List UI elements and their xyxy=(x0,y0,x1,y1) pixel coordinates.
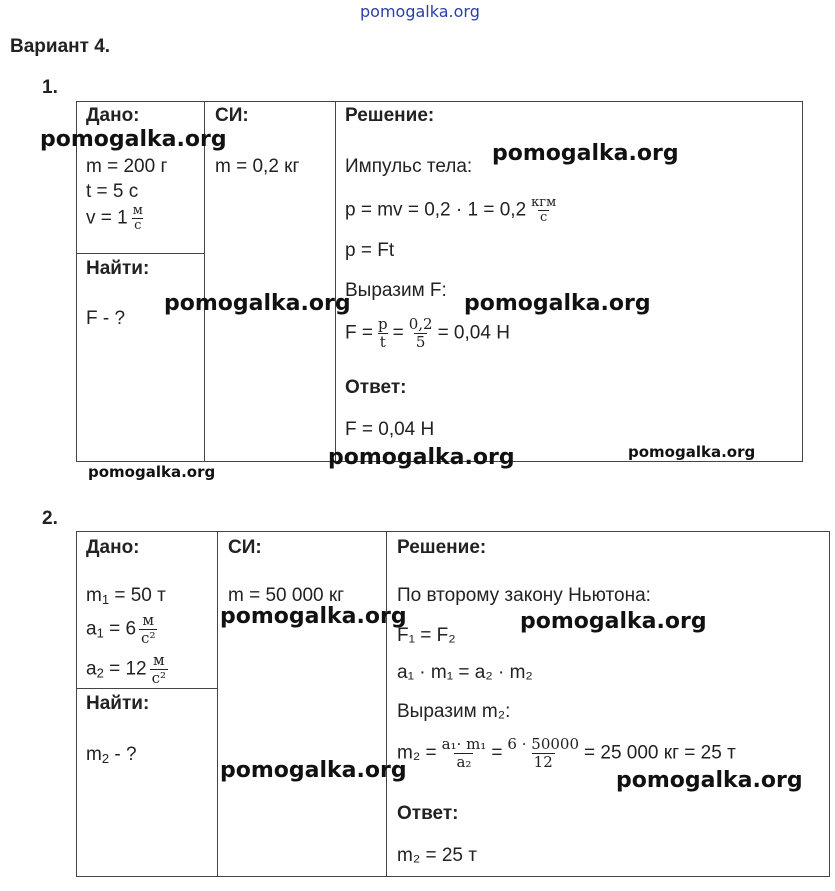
task2-a2-unit-num: м xyxy=(152,651,165,669)
task2-given-a2 xyxy=(86,652,171,687)
task2-a1-unit xyxy=(139,612,157,647)
task1-given-v-unit xyxy=(131,204,145,233)
variant-title: Вариант 4. xyxy=(10,36,111,57)
watermark: pomogalka.org xyxy=(492,141,679,166)
task1-step-3: p = Ft xyxy=(345,240,395,261)
task2-a1-symbol: a xyxy=(86,618,97,640)
task2-m1-value: = 50 т xyxy=(109,585,166,606)
task1-fraction-values xyxy=(407,316,435,351)
task1-si-title: СИ: xyxy=(215,105,249,126)
site-header-link[interactable]: pomogalka.org xyxy=(360,2,480,21)
task2-number: 2. xyxy=(42,508,58,529)
task2-answer: m₂ = 25 т xyxy=(397,845,477,866)
task2-a2-unit xyxy=(150,652,168,687)
task1-step-1: Импульс тела: xyxy=(345,156,473,177)
task2-find-value: - ? xyxy=(109,744,137,765)
task1-answer: F = 0,04 Н xyxy=(345,419,435,440)
task1-fraction-p-t xyxy=(376,316,390,351)
task1-step-5-prefix: F = xyxy=(345,322,373,344)
task1-step-2-text: p = mv = 0,2 · 1 = 0,2 xyxy=(345,199,527,221)
task2-a1-unit-num: м xyxy=(142,611,155,629)
task1-step-5-eq: = xyxy=(392,322,404,344)
task1-given-v xyxy=(86,204,148,233)
watermark: pomogalka.org xyxy=(220,758,407,783)
task1-f1-num: p xyxy=(377,315,388,333)
task1-step-2-unit xyxy=(529,196,558,225)
task1-find: F - ? xyxy=(86,308,126,329)
task2-a2-symbol: a xyxy=(86,658,97,680)
task2-given-m1 xyxy=(86,585,166,611)
task2-f2-den: 12 xyxy=(533,753,553,771)
task1-number: 1. xyxy=(42,77,58,98)
watermark: pomogalka.org xyxy=(40,127,227,152)
task1-solution-title: Решение: xyxy=(345,105,435,126)
task1-given-t: t = 5 с xyxy=(86,181,139,202)
task2-si: m = 50 000 кг xyxy=(228,585,345,606)
task2-fraction-values xyxy=(505,736,581,771)
task1-v-unit-den: с xyxy=(134,218,142,233)
watermark: pomogalka.org xyxy=(464,291,651,316)
task2-step-5-result: = 25 000 кг = 25 т xyxy=(584,742,736,764)
task2-answer-title: Ответ: xyxy=(397,803,459,824)
task1-f2-den: 5 xyxy=(415,333,426,351)
task2-step-5-eq: = xyxy=(491,742,503,764)
task2-given-a1 xyxy=(86,612,160,647)
task1-s2-unit-den: с xyxy=(540,210,548,225)
task1-step-5-result: = 0,04 Н xyxy=(437,322,510,344)
task2-m1-symbol: m xyxy=(86,585,102,606)
task2-given-title: Дано: xyxy=(86,537,140,558)
task2-find xyxy=(86,744,137,770)
task1-v-unit-num: м xyxy=(132,203,143,218)
task2-a1-sub: 1 xyxy=(96,625,104,641)
task2-si-title: СИ: xyxy=(228,537,262,558)
task2-step-2: F₁ = F₂ xyxy=(397,625,456,646)
task1-answer-title: Ответ: xyxy=(345,377,407,398)
task1-s2-unit-num: кгм xyxy=(531,195,557,210)
watermark: pomogalka.org xyxy=(628,443,756,461)
task2-solution-title: Решение: xyxy=(397,537,487,558)
task2-step-5-prefix: m₂ = xyxy=(397,742,437,764)
task2-a2-unit-den: с² xyxy=(151,669,167,687)
task2-f1-den: a₂ xyxy=(456,753,472,771)
task2-step-4: Выразим m₂: xyxy=(397,701,511,722)
task1-step-5 xyxy=(345,316,510,351)
task2-step-5 xyxy=(397,736,736,771)
task2-a1-value: = 6 xyxy=(103,618,137,640)
task2-find-symbol: m xyxy=(86,744,102,765)
task2-a2-value: = 12 xyxy=(103,658,147,680)
task1-given-title: Дано: xyxy=(86,105,140,126)
task2-find-title: Найти: xyxy=(86,693,150,714)
watermark: pomogalka.org xyxy=(616,768,803,793)
task1-given-v-prefix: v = 1 xyxy=(86,207,128,229)
task2-a1-unit-den: с² xyxy=(141,629,156,647)
task2-f2-num: 6 · 50000 xyxy=(507,735,579,753)
task2-a2-sub: 2 xyxy=(96,665,104,681)
watermark: pomogalka.org xyxy=(520,609,707,634)
task1-find-title: Найти: xyxy=(86,258,150,279)
task1-f1-den: t xyxy=(379,333,386,351)
task1-step-2 xyxy=(345,196,561,225)
task1-step-4: Выразим F: xyxy=(345,280,447,301)
task2-fraction-symbols xyxy=(440,736,489,771)
task2-find-sub: 2 xyxy=(101,751,110,766)
watermark: pomogalka.org xyxy=(164,291,351,316)
task2-m1-sub: 1 xyxy=(101,592,110,607)
watermark: pomogalka.org xyxy=(220,604,407,629)
task2-step-1: По второму закону Ньютона: xyxy=(397,585,651,606)
task1-f2-num: 0,2 xyxy=(408,315,433,333)
task2-step-3: a₁ · m₁ = a₂ · m₂ xyxy=(397,662,533,683)
task1-si: m = 0,2 кг xyxy=(215,156,300,177)
watermark: pomogalka.org xyxy=(88,463,216,481)
task1-given-m: m = 200 г xyxy=(86,156,168,177)
task2-f1-num: a₁· m₁ xyxy=(441,735,487,753)
watermark: pomogalka.org xyxy=(328,445,515,470)
